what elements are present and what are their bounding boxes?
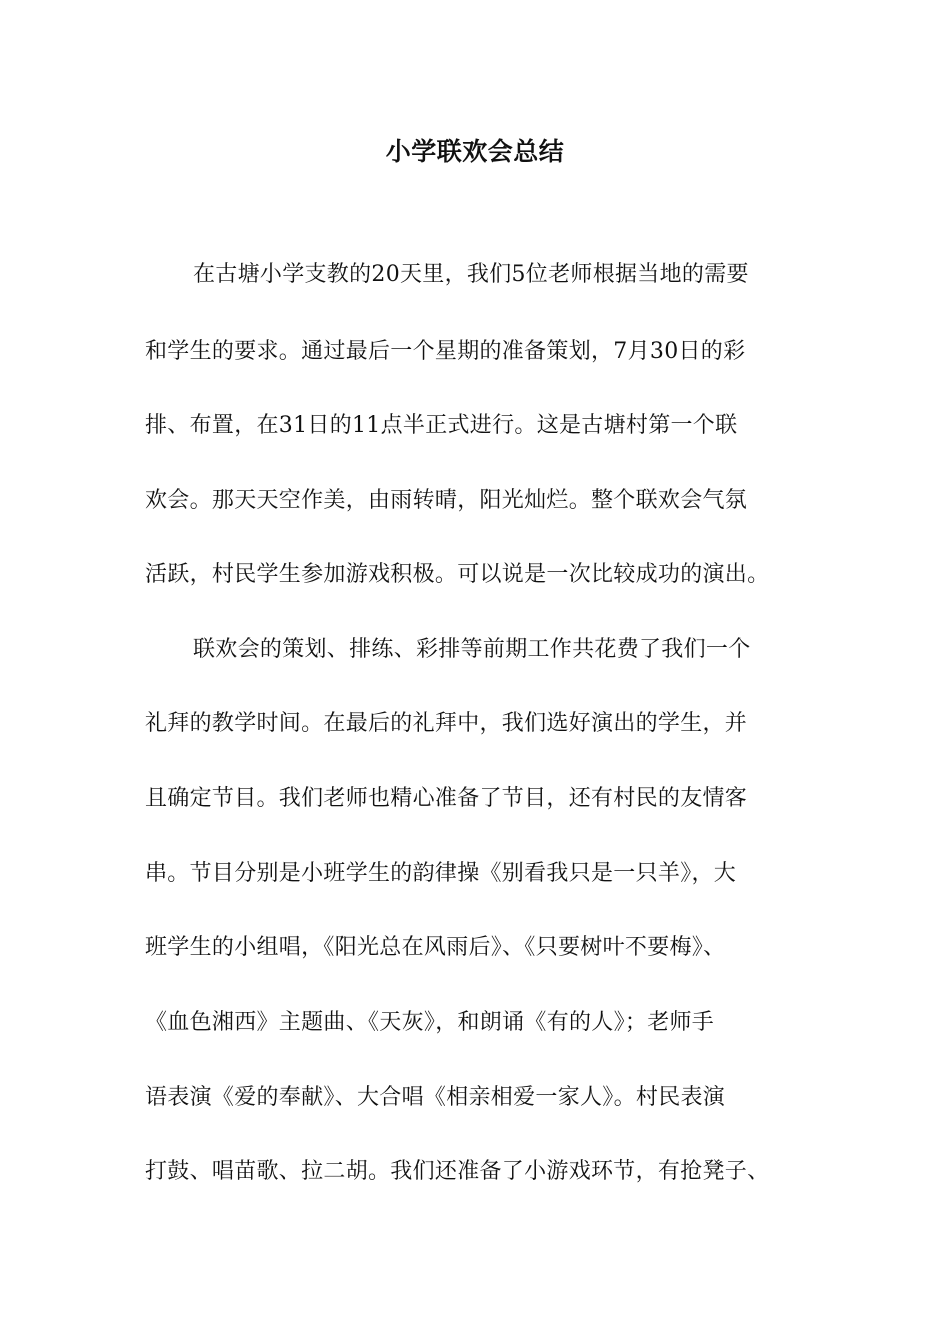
document-title: 小学联欢会总结 [385,137,565,166]
paragraph-1-line-1: 在古塘小学支教的20天里，我们5位老师根据当地的需要 [193,262,749,287]
paragraph-2-line-6: 《血色湘西》主题曲、《天灰》，和朗诵《有的人》；老师手 [145,1010,715,1035]
paragraph-1-line-3: 排、布置，在31日的11点半正式进行。这是古塘村第一个联 [145,413,738,438]
paragraph-1-line-4: 欢会。那天天空作美，由雨转晴，阳光灿烂。整个联欢会气氛 [145,488,748,513]
paragraph-2-line-4: 串。节目分别是小班学生的韵律操《别看我只是一只羊》，大 [145,861,737,886]
paragraph-2-line-3: 且确定节目。我们老师也精心准备了节目，还有村民的友情客 [145,786,748,811]
paragraph-2-line-1: 联欢会的策划、排练、彩排等前期工作共花费了我们一个 [193,637,751,662]
paragraph-1-line-2: 和学生的要求。通过最后一个星期的准备策划，7月30日的彩 [145,339,746,364]
paragraph-2-line-2: 礼拜的教学时间。在最后的礼拜中，我们选好演出的学生，并 [145,711,748,736]
paragraph-1-line-5: 活跃，村民学生参加游戏积极。可以说是一次比较成功的演出。 [145,562,770,587]
paragraph-2-line-7: 语表演《爱的奉献》、大合唱《相亲相爱一家人》。村民表演 [145,1085,726,1110]
paragraph-2-line-8: 打鼓、唱苗歌、拉二胡。我们还准备了小游戏环节，有抢凳子、 [145,1159,770,1184]
paragraph-2-line-5: 班学生的小组唱，《阳光总在风雨后》、《只要树叶不要梅》、 [145,935,726,960]
